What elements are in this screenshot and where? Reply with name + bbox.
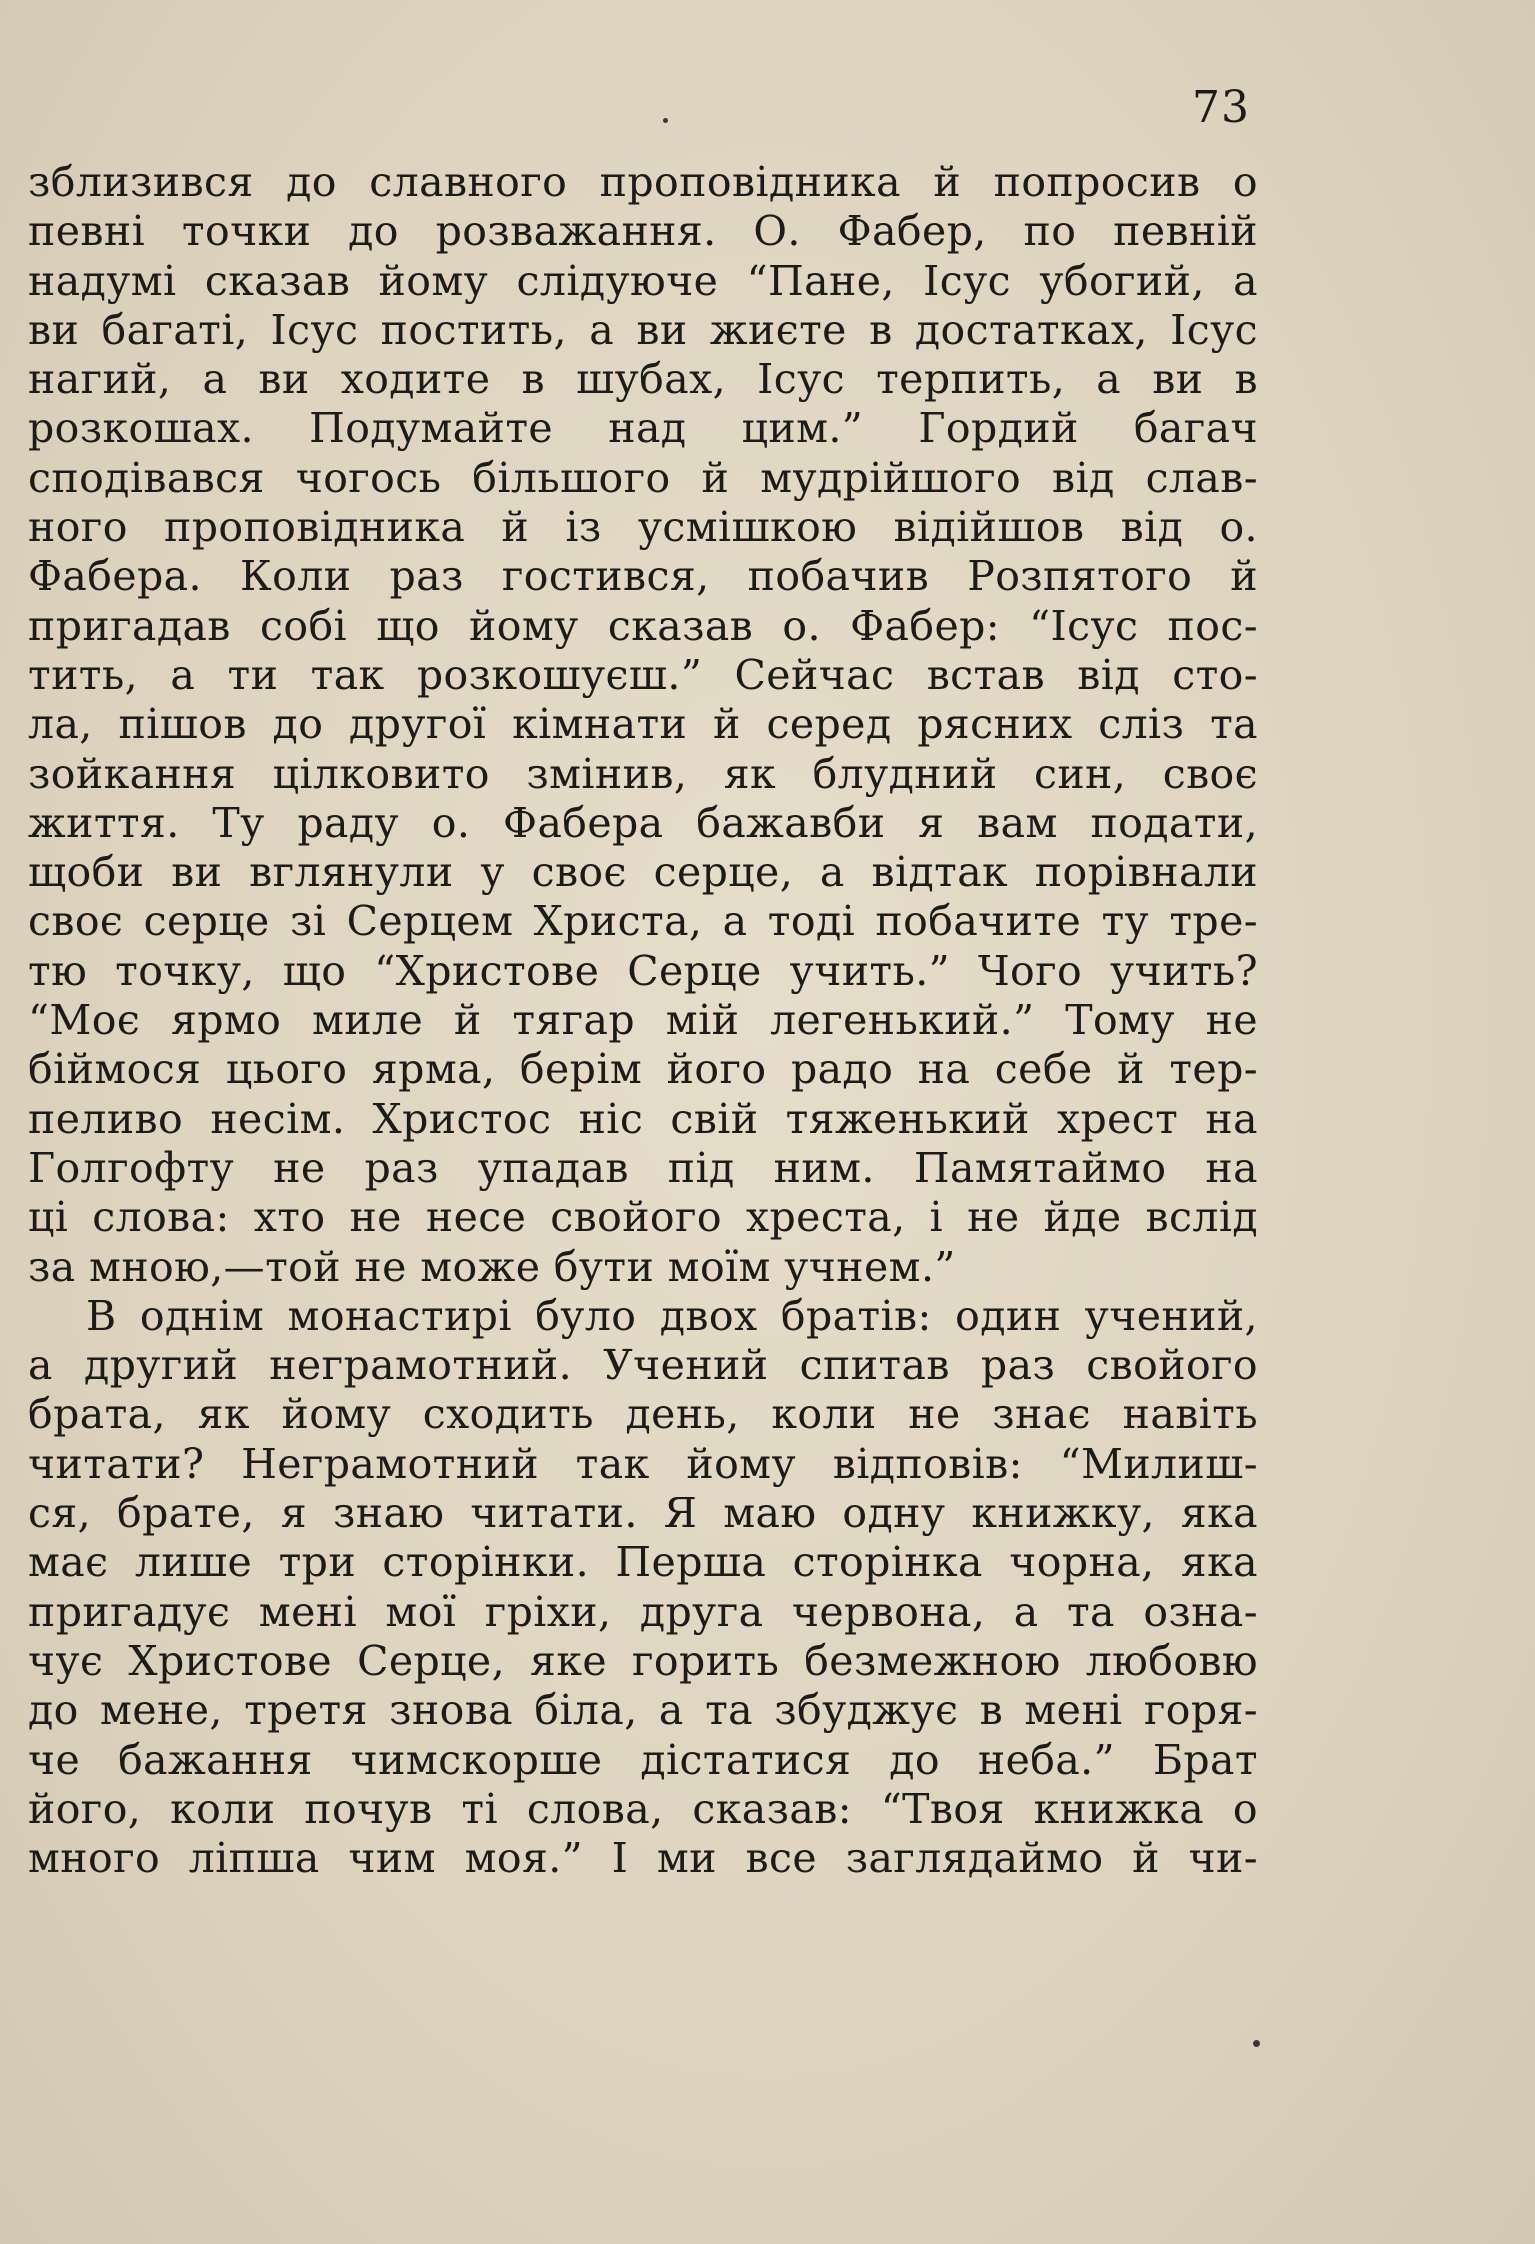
text-line: своє серце зі Серцем Христа, а тоді побачите ту тре- xyxy=(28,897,1258,946)
text-line: ся, брате, я знаю читати. Я маю одну книжку, яка xyxy=(28,1489,1258,1538)
text-line: ви багаті, Ісус постить, а ви жиєте в достатках, Ісус xyxy=(28,305,1258,354)
text-line: до мене, третя знова біла, а та збуджує в мені горя- xyxy=(28,1686,1258,1735)
text-line: сподівався чогось більшого й мудрійшого від слав- xyxy=(28,453,1258,502)
body-text xyxy=(28,158,1258,1883)
text-line: пригадав собі що йому сказав о. Фабер: “Ісус пос- xyxy=(28,601,1258,650)
text-line: має лише три сторінки. Перша сторінка чорна, яка xyxy=(28,1538,1258,1587)
text-line: че бажання чимскорше дістатися до неба.” Брат xyxy=(28,1735,1258,1784)
text-line: ного проповідника й із усмішкою відійшов від о. xyxy=(28,503,1258,552)
text-line: щоби ви вглянули у своє серце, а відтак порівнали xyxy=(28,848,1258,897)
text-line: певні точки до розважання. О. Фабер, по певній xyxy=(28,207,1258,256)
text-line: зойкання цілковито змінив, як блудний син, своє xyxy=(28,749,1258,798)
text-line: В однім монастирі було двох братів: один учений, xyxy=(86,1291,1258,1340)
text-line: зблизився до славного проповідника й попросив о xyxy=(28,158,1258,206)
text-line: розкошах. Подумайте над цим.” Гордий багач xyxy=(28,404,1258,453)
text-line: тю точку, що “Христове Серце учить.” Чого учить? xyxy=(28,946,1258,995)
text-line: за мною,—той не може бути моїм учнем.” xyxy=(28,1242,956,1291)
text-line: пригадує мені мої гріхи, друга червона, а та озна- xyxy=(28,1587,1258,1636)
text-line: “Моє ярмо миле й тягар мій легенький.” Тому не xyxy=(28,996,1258,1045)
text-line: надумі сказав йому слідуюче “Пане, Ісус убогий, а xyxy=(28,256,1258,305)
text-line: ла, пішов до другої кімнати й серед рясних сліз та xyxy=(28,700,1258,749)
text-line: його, коли почув ті слова, сказав: “Твоя книжка о xyxy=(28,1784,1258,1833)
print-speck xyxy=(663,118,668,123)
text-line: много ліпша чим моя.” І ми все заглядаймо й чи- xyxy=(28,1834,1258,1883)
text-line: життя. Ту раду о. Фабера бажавби я вам подати, xyxy=(28,798,1258,847)
text-line: а другий неграмотний. Учений спитав раз свойого xyxy=(28,1341,1258,1390)
text-line: ці слова: хто не несе свойого хреста, і не йде вслід xyxy=(28,1193,1258,1242)
page-number: 73 xyxy=(1192,82,1250,133)
text-line: читати? Неграмотний так йому відповів: “Милиш- xyxy=(28,1439,1258,1488)
print-speck xyxy=(1253,2040,1260,2047)
text-line: тить, а ти так розкошуєш.” Сейчас встав від сто- xyxy=(28,650,1258,699)
text-line: Голгофту не раз упадав під ним. Памятаймо на xyxy=(28,1143,1258,1192)
paragraph-1 xyxy=(28,158,1258,1292)
text-line: чує Христове Серце, яке горить безмежною любовю xyxy=(28,1636,1258,1685)
paragraph-2 xyxy=(28,1292,1258,1884)
text-line: біймося цього ярма, берім його радо на себе й тер- xyxy=(28,1045,1258,1094)
text-line: пеливо несім. Христос ніс свій тяженький хрест на xyxy=(28,1094,1258,1143)
text-line: нагий, а ви ходите в шубах, Ісус терпить, а ви в xyxy=(28,355,1258,404)
text-line: брата, як йому сходить день, коли не знає навіть xyxy=(28,1390,1258,1439)
text-line: Фабера. Коли раз гостився, побачив Розпятого й xyxy=(28,552,1258,601)
